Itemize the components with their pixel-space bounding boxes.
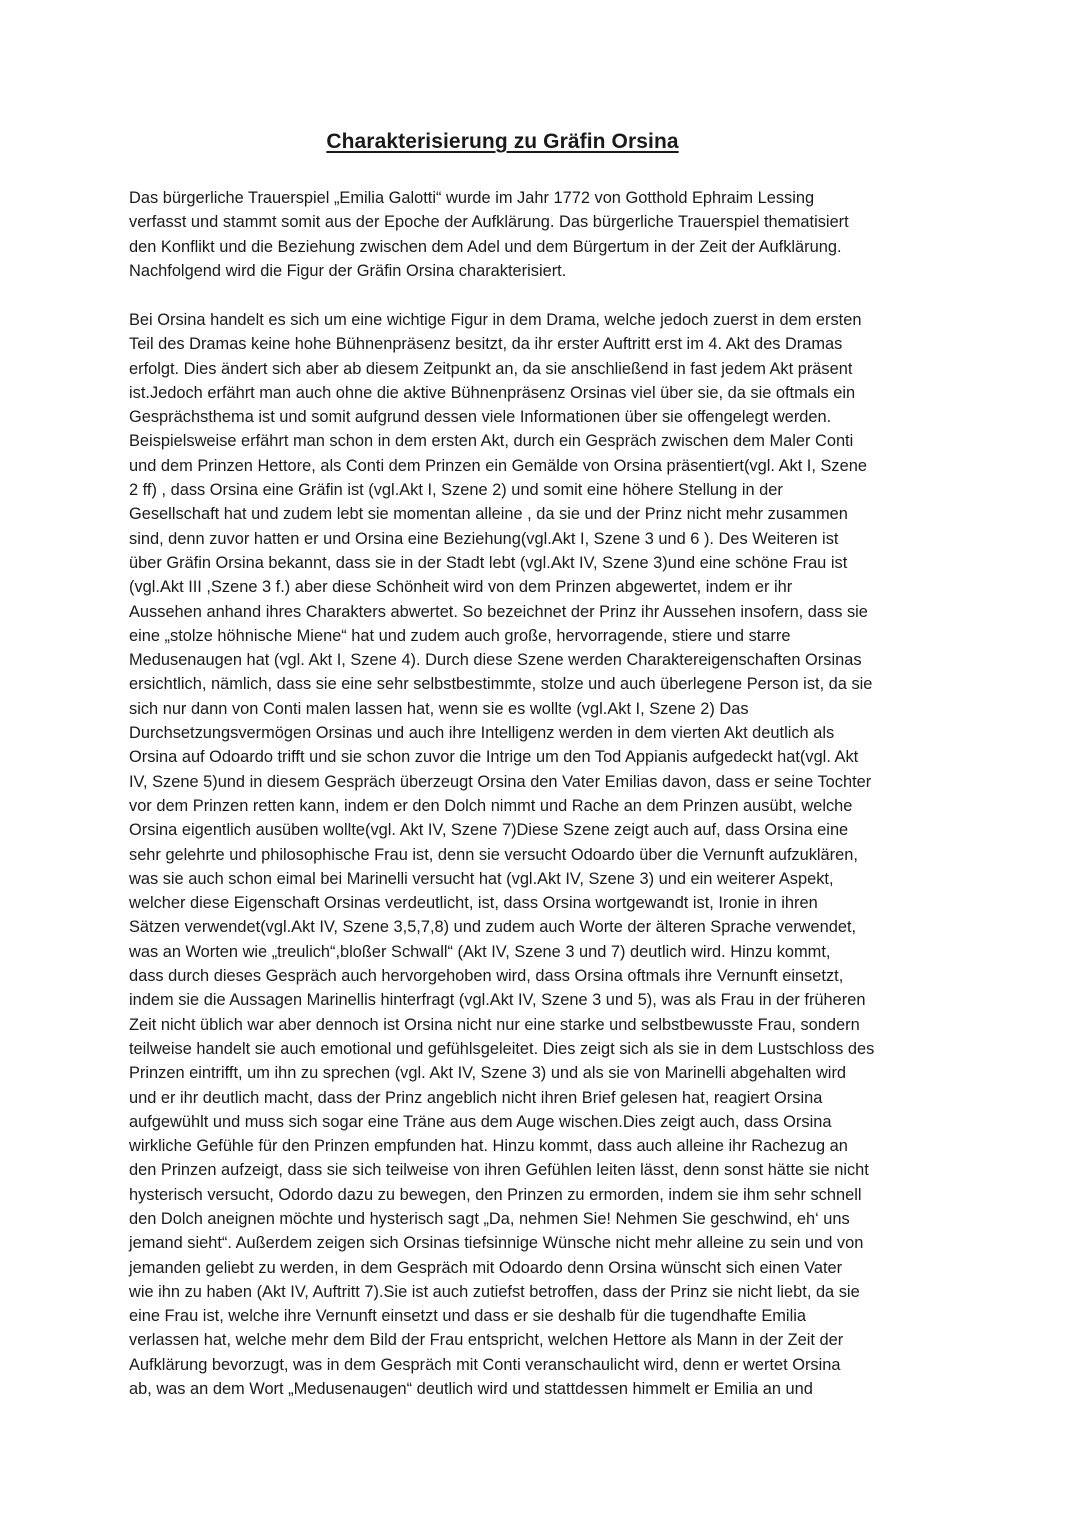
text-line: und dem Prinzen Hettore, als Conti dem Prinzen ein Gemälde von Orsina präsentiert(vgl. Akt I, Szene xyxy=(129,456,867,475)
text-line: den Prinzen aufzeigt, dass sie sich teilweise von ihren Gefühlen leiten lässt, denn sonst hätte sie nicht xyxy=(129,1161,869,1180)
text-line: über Gräfin Orsina bekannt, dass sie in der Stadt lebt (vgl.Akt IV, Szene 3)und eine schöne Frau ist xyxy=(129,553,848,572)
text-line: indem sie die Aussagen Marinellis hinterfragt (vgl.Akt IV, Szene 3 und 5), was als Frau in der früheren xyxy=(129,991,866,1010)
text-line: Aussehen anhand ihres Charakters abwertet. So bezeichnet der Prinz ihr Aussehen insofern, dass sie xyxy=(129,602,868,621)
text-line: dass durch dieses Gespräch auch hervorgehoben wird, dass Orsina oftmals ihre Vernunft einsetzt, xyxy=(129,967,844,986)
text-line: Zeit nicht üblich war aber dennoch ist Orsina nicht nur eine starke und selbstbewusste Frau, sondern xyxy=(129,1015,860,1034)
text-line: wie ihn zu haben (Akt IV, Auftritt 7).Sie ist auch zutiefst betroffen, dass der Prinz sie nicht liebt, da sie xyxy=(129,1282,860,1301)
text-line: Gesellschaft hat und zudem lebt sie momentan alleine , da sie und der Prinz nicht mehr zusammen xyxy=(129,505,848,524)
text-line: Orsina eigentlich ausüben wollte(vgl. Akt IV, Szene 7)Diese Szene zeigt auch auf, dass Orsina eine xyxy=(129,821,849,840)
text-line: verfasst und stammt somit aus der Epoche der Aufklärung. Das bürgerliche Trauerspiel thematisiert xyxy=(129,213,849,232)
text-line: sich nur dann von Conti malen lassen hat, wenn sie es wollte (vgl.Akt I, Szene 2) Das xyxy=(129,699,749,718)
text-line: Aufklärung bevorzugt, was in dem Gespräch mit Conti veranschaulicht wird, denn er wertet Orsina xyxy=(129,1355,841,1374)
text-line: ist.Jedoch erfährt man auch ohne die aktive Bühnenpräsenz Orsinas viel über sie, da sie oftmals ein xyxy=(129,383,856,402)
text-line: Teil des Dramas keine hohe Bühnenpräsenz besitzt, da ihr erster Auftritt erst im 4. Akt des Dramas xyxy=(129,335,843,354)
text-line: erfolgt. Dies ändert sich aber ab diesem Zeitpunkt an, da sie anschließend in fast jedem Akt präsent xyxy=(129,359,853,378)
text-line: eine Frau ist, welche ihre Vernunft einsetzt und dass er sie deshalb für die tugendhafte Emilia xyxy=(129,1307,806,1326)
text-line: ersichtlich, nämlich, dass sie eine sehr selbstbestimmte, stolze und auch überlegene Person ist, da sie xyxy=(129,675,873,694)
text-line: Sätzen verwendet(vgl.Akt IV, Szene 3,5,7,8) und zudem auch Worte der älteren Sprache verwendet, xyxy=(129,918,857,937)
text-line: eine „stolze höhnische Miene“ hat und zudem auch große, hervorragende, stiere und starre xyxy=(129,626,791,645)
text-line: Orsina auf Odoardo trifft und sie schon zuvor die Intrige um den Tod Appianis aufgedeckt hat(vgl. Akt xyxy=(129,748,859,767)
text-line: hysterisch versucht, Odordo dazu zu bewegen, den Prinzen zu ermorden, indem sie ihm sehr schnell xyxy=(129,1185,862,1204)
text-line: Bei Orsina handelt es sich um eine wichtige Figur in dem Drama, welche jedoch zuerst in dem ersten xyxy=(129,311,862,329)
text-line: verlassen hat, welche mehr dem Bild der Frau entspricht, welchen Hettore als Mann in der Zeit der xyxy=(129,1331,844,1350)
text-line: vor dem Prinzen retten kann, indem er den Dolch nimmt und Rache an dem Prinzen ausübt, welche xyxy=(129,796,853,815)
text-line: was sie auch schon eimal bei Marinelli versucht hat (vgl.Akt IV, Szene 3) und ein weiterer Aspekt, xyxy=(129,869,834,888)
text-line: IV, Szene 5)und in diesem Gespräch überzeugt Orsina den Vater Emilias davon, dass er seine Tochter xyxy=(129,772,872,791)
text-line: Das bürgerliche Trauerspiel „Emilia Galotti“ wurde im Jahr 1772 von Gotthold Ephraim Lessing xyxy=(129,189,815,207)
paragraph-characterization xyxy=(129,308,874,1401)
text-line: Beispielsweise erfährt man schon in dem ersten Akt, durch ein Gespräch zwischen dem Maler Conti xyxy=(129,432,854,451)
text-line: den Konflikt und die Beziehung zwischen dem Adel und dem Bürgertum in der Zeit der Aufklärung. xyxy=(129,237,842,256)
text-line: und er ihr deutlich macht, dass der Prinz angeblich nicht ihren Brief gelesen hat, reagiert Orsina xyxy=(129,1088,823,1107)
text-line: (vgl.Akt III ,Szene 3 f.) aber diese Schönheit wird von dem Prinzen abgewertet, indem er ihr xyxy=(129,578,793,597)
text-line: teilweise handelt sie auch emotional und gefühlsgeleitet. Dies zeigt sich als sie in dem Lustschloss des xyxy=(129,1039,875,1058)
text-line: sind, denn zuvor hatten er und Orsina eine Beziehung(vgl.Akt I, Szene 3 und 6 ). Des Weiteren ist xyxy=(129,529,839,548)
text-line: ab, was an dem Wort „Medusenaugen“ deutlich wird und stattdessen himmelt er Emilia an und xyxy=(129,1380,813,1399)
text-line: Nachfolgend wird die Figur der Gräfin Orsina charakterisiert. xyxy=(129,261,567,280)
text-line: Durchsetzungsvermögen Orsinas und auch ihre Intelligenz werden in dem vierten Akt deutlich als xyxy=(129,724,835,743)
text-line: jemand sieht“. Außerdem zeigen sich Orsinas tiefsinnige Wünsche nicht mehr alleine zu sein und von xyxy=(129,1234,864,1253)
text-line: Gesprächsthema ist und somit aufgrund dessen viele Informationen über sie offengelegt werden. xyxy=(129,408,832,427)
text-line: sehr gelehrte und philosophische Frau ist, denn sie versucht Odoardo über die Vernunft aufzuklären, xyxy=(129,845,858,864)
text-line: 2 ff) , dass Orsina eine Gräfin ist (vgl.Akt I, Szene 2) und somit eine höhere Stellung in der xyxy=(129,481,783,500)
text-line: den Dolch aneignen möchte und hysterisch sagt „Da, nehmen Sie! Nehmen Sie geschwind, eh‘ uns xyxy=(129,1209,850,1228)
text-line: jemanden geliebt zu werden, in dem Gespräch mit Odoardo denn Orsina wünscht sich einen Vater xyxy=(129,1258,843,1277)
page-title: Charakterisierung zu Gräfin Orsina xyxy=(326,130,679,153)
text-line: Medusenaugen hat (vgl. Akt I, Szene 4). Durch diese Szene werden Charaktereigenschaften Orsinas xyxy=(129,651,862,670)
text-line: Prinzen eintrifft, um ihn zu sprechen (vgl. Akt IV, Szene 3) und als sie von Marinelli abgehalten wird xyxy=(129,1064,847,1083)
text-line: aufgewühlt und muss sich sogar eine Träne aus dem Auge wischen.Dies zeigt auch, dass Orsina xyxy=(129,1112,832,1131)
text-line: welcher diese Eigenschaft Orsinas verdeutlicht, ist, dass Orsina wortgewandt ist, Ironie in ihren xyxy=(129,894,818,913)
text-line: wirkliche Gefühle für den Prinzen empfunden hat. Hinzu kommt, dass auch alleine ihr Rachezug an xyxy=(129,1137,848,1156)
text-line: was an Worten wie „treulich“,bloßer Schwall“ (Akt IV, Szene 3 und 7) deutlich wird. Hinzu kommt, xyxy=(129,942,831,961)
paragraph-introduction xyxy=(129,186,849,283)
